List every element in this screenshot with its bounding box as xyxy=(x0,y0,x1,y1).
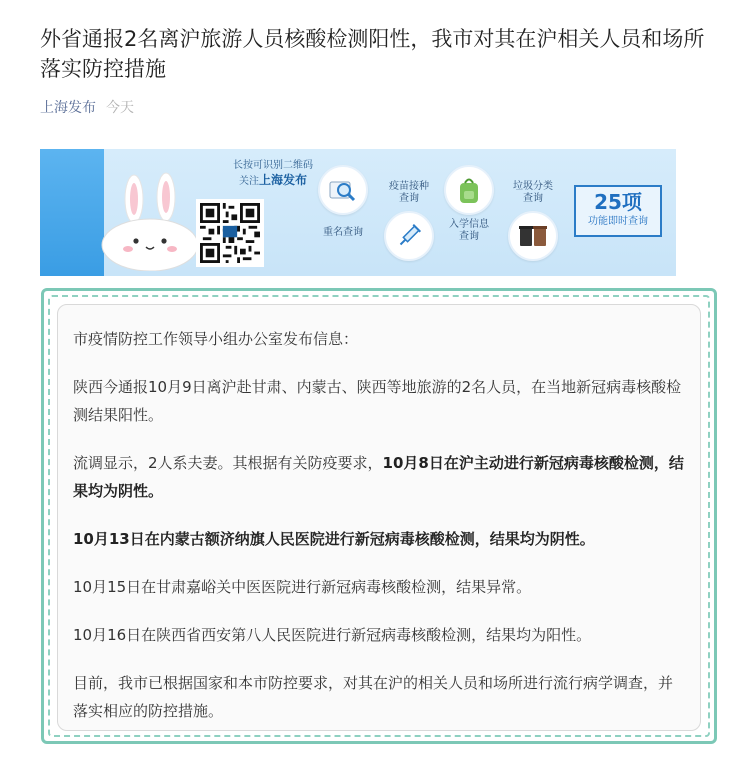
service-vaccine[interactable] xyxy=(384,181,434,261)
paragraph: 市疫情防控工作领导小组办公室发布信息： xyxy=(73,330,359,348)
service-name-search[interactable] xyxy=(318,165,368,239)
paragraph-text: 流调显示，2人系夫妻。其根据有关防疫要求， xyxy=(73,454,383,472)
service-label: 入学信息 查询 xyxy=(449,219,489,242)
notice-frame xyxy=(41,288,717,744)
trash-bin-icon xyxy=(508,211,558,261)
account-name-link[interactable]: 上海发布 xyxy=(40,100,96,116)
qr-caption-brand: 上海发布 xyxy=(258,173,307,187)
paragraph: 目前，我市已根据国家和本市防控要求，对其在沪的相关人员和场所进行流行病学调查，并落实相应的防控措施。 xyxy=(73,674,674,720)
paragraph-bold-text: 10月13日在内蒙古额济纳旗人民医院进行新冠病毒核酸检测，结果均为阴性。 xyxy=(73,530,595,548)
backpack-icon xyxy=(444,165,494,215)
service-label: 垃圾分类 查询 xyxy=(513,181,553,204)
paragraph: 10月15日在甘肃嘉峪关中医医院进行新冠病毒核酸检测，结果异常。 xyxy=(73,578,532,596)
service-label: 重名查询 xyxy=(323,227,363,238)
qr-caption-prefix: 关注 xyxy=(238,176,259,187)
article-title: 外省通报2名离沪旅游人员核酸检测阳性，我市对其在沪相关人员和场所落实防控措施 xyxy=(40,27,705,81)
service-school-info[interactable] xyxy=(444,165,494,243)
functions-count: 25项 xyxy=(594,190,642,214)
paragraph xyxy=(73,525,685,553)
service-label: 疫苗接种 查询 xyxy=(389,181,429,204)
qr-code-icon xyxy=(200,203,260,263)
bunny-mascot-icon xyxy=(84,171,204,271)
qr-caption-line1: 长按可识别二维码 xyxy=(233,160,313,171)
paragraph xyxy=(73,449,685,505)
service-garbage[interactable] xyxy=(508,181,558,261)
qr-code[interactable] xyxy=(196,199,264,267)
qr-caption xyxy=(218,159,328,189)
notice-content xyxy=(57,304,701,731)
article-meta xyxy=(40,96,134,118)
magnifier-icon xyxy=(318,165,368,215)
paragraph: 10月16日在陕西省西安第八人民医院进行新冠病毒核酸检测，结果均为阳性。 xyxy=(73,626,592,644)
functions-label: 功能即时查询 xyxy=(588,216,648,227)
syringe-icon xyxy=(384,211,434,261)
paragraph: 陕西今通报10月9日离沪赴甘肃、内蒙古、陕西等地旅游的2名人员，在当地新冠病毒核酸检测结果阳性。 xyxy=(73,378,682,424)
paragraph-bold-text: 10月8日在沪主动进行新冠病毒核酸检测，结果均为阴性。 xyxy=(73,454,684,500)
functions-count-box[interactable] xyxy=(574,185,662,237)
promo-banner[interactable] xyxy=(40,149,676,276)
publish-date: 今天 xyxy=(106,100,134,116)
